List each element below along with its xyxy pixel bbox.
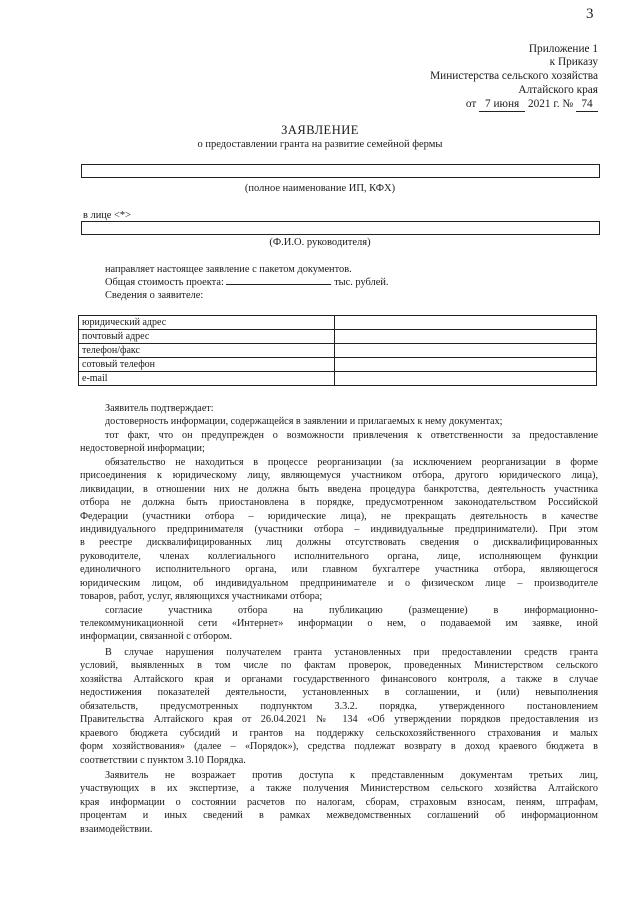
violation-line: форм хозяйствования» (далее – «Порядок»), средства подлежат возврату в доход краевого бюджета в <box>80 741 598 753</box>
applicant-info-table <box>78 315 597 386</box>
confirm-p3-line: ликвидации, в отношении них не должна быть введена процедура банкротства, деятельность участника <box>80 483 598 495</box>
intro-line1: направляет настоящее заявление с пакетом документов. <box>105 264 352 275</box>
violation-line: Правительства Алтайского края от 26.04.2021 № 134 «Об утверждении порядков предоставления из <box>80 714 598 726</box>
violation-line: хозяйства Алтайского края и органами государственного финансового контроля, а также в случае <box>80 673 598 685</box>
appendix-date-line <box>466 98 598 112</box>
no-objection-paragraph <box>80 769 598 836</box>
table-row <box>79 344 597 358</box>
applicant-name-field[interactable] <box>81 164 600 178</box>
confirm-p3-line: отбора не должна быть приостановлена в порядке, предусмотренном законодательством Российской <box>80 497 598 509</box>
no-objection-line: края информации о состоянии расчетов по налогам, сборам, страховым взносам, пеням, штрафам, <box>80 796 598 808</box>
confirm-p3-line: руководителе, членах коллегиального исполнительного органа, лице, исполняющем функции <box>80 550 598 562</box>
confirm-p2-line: тот факт, что он предупрежден о возможности привлечения к ответственности за предоставление <box>105 429 598 441</box>
table-label: юридический адрес <box>79 316 335 330</box>
appendix-line2: к Приказу <box>549 56 598 68</box>
in-person-label: в лице <*> <box>83 210 131 221</box>
violation-line: недостижения показателей деятельности, установленных в соглашении, и (или) невыполнения <box>80 687 598 699</box>
appendix-line1: Приложение 1 <box>528 43 598 55</box>
date-prefix: от <box>465 98 477 110</box>
table-value-field[interactable] <box>335 372 597 386</box>
no-objection-line: взаимодействии. <box>80 823 153 835</box>
confirm-section <box>80 402 598 644</box>
table-label: e-mail <box>79 372 335 386</box>
table-row <box>79 330 597 344</box>
violation-line: В случае нарушения получателем гранта установленных при предоставлении средств гранта <box>105 647 598 658</box>
table-row <box>79 316 597 330</box>
no-objection-line: Заявитель не возражает против доступа к представленным документам третьих лиц, <box>105 770 598 781</box>
number-prefix: № <box>562 98 574 110</box>
confirm-p4-line: телекоммуникационной сети «Интернет» информации о нем, о подаваемой им заявке, иной <box>80 618 598 629</box>
intro-line3: Сведения о заявителе: <box>105 290 204 301</box>
project-cost-label: Общая стоимость проекта: <box>105 277 224 288</box>
violation-paragraph <box>80 646 598 767</box>
table-label: почтовый адрес <box>79 330 335 344</box>
confirm-p3-line: индивидуального предпринимателя (участники отбора – индивидуальные предприниматели). При этом <box>80 523 598 535</box>
confirm-p3-line: присоединения к юридическому лицу, являющемуся участником отбора, другого юридического лица), <box>80 470 598 482</box>
confirm-header: Заявитель подтверждает: <box>105 403 214 414</box>
table-value-field[interactable] <box>335 358 597 372</box>
date-year: 2021 г. <box>527 98 560 110</box>
confirm-p3-line: единоличного исполнительного органа, или главном бухгалтере участника отбора, являющегося <box>80 564 598 576</box>
violation-line: условий, выявленных в том числе по фактам проверок, проведенных Министерством сельского <box>80 660 598 672</box>
table-row <box>79 358 597 372</box>
no-objection-line: процентам и иных сведений в рамках межведомственных соглашений об информационном <box>80 810 598 822</box>
project-cost-field[interactable] <box>226 284 331 285</box>
page-number: 3 <box>586 6 594 22</box>
confirm-p3-line: товаров, работ, услуг, являющихся участниками отбора; <box>80 591 323 603</box>
table-value-field[interactable] <box>335 316 597 330</box>
table-value-field[interactable] <box>335 344 597 358</box>
table-value-field[interactable] <box>335 330 597 344</box>
violation-line: обязательств, предусмотренных подпунктом 3.3.2. порядка, утвержденного постановлением <box>80 700 598 712</box>
confirm-p4-line: информации, связанной с отбором. <box>80 631 233 643</box>
violation-line: краевого бюджета субсидий и грантов на поддержку сельскохозяйственного страхования и малых <box>80 727 598 739</box>
head-name-caption: (Ф.И.О. руководителя) <box>269 237 371 248</box>
confirm-p1-line: достоверность информации, содержащейся в заявлении и прилагаемых к нему документах; <box>105 416 503 428</box>
intro-line2 <box>105 277 389 288</box>
confirm-p3-line: обязательство не находиться в процессе реорганизации (за исключением реорганизации в форме <box>105 456 598 468</box>
document-title: ЗАЯВЛЕНИЕ <box>281 123 359 137</box>
table-label: телефон/факс <box>79 344 335 358</box>
confirm-p3-line: Федерации (участники отбора – юридические лица), не прекращать деятельность в качестве <box>80 510 598 522</box>
confirm-p4-line: согласие участника отбора на публикацию (размещение) в информационно- <box>105 604 598 616</box>
date-day-month: 7 июня <box>479 98 525 112</box>
appendix-line3: Министерства сельского хозяйства <box>430 70 598 82</box>
violation-line: соответствии с пунктом 3.10 Порядка. <box>80 754 246 766</box>
table-row <box>79 372 597 386</box>
order-number: 74 <box>576 98 598 112</box>
confirm-p3-line: в реестре дисквалифицированных лиц должны отсутствовать сведения о дисквалифицированных <box>80 537 598 549</box>
confirm-p2-line: недостоверной информации; <box>80 443 205 455</box>
document-subtitle: о предоставлении гранта на развитие семейной фермы <box>197 139 443 150</box>
head-name-field[interactable] <box>81 221 600 235</box>
no-objection-line: участвующих в их экспертизе, а также получения Министерством сельского хозяйства Алтайского <box>80 783 598 795</box>
table-label: сотовый телефон <box>79 358 335 372</box>
confirm-p3-line: юридическим лицом, об индивидуальном предпринимателе и о физическом лице – производителе <box>80 577 598 589</box>
applicant-name-caption: (полное наименование ИП, КФХ) <box>244 183 396 194</box>
project-cost-unit: тыс. рублей. <box>334 277 389 288</box>
appendix-line4: Алтайского края <box>518 84 598 96</box>
